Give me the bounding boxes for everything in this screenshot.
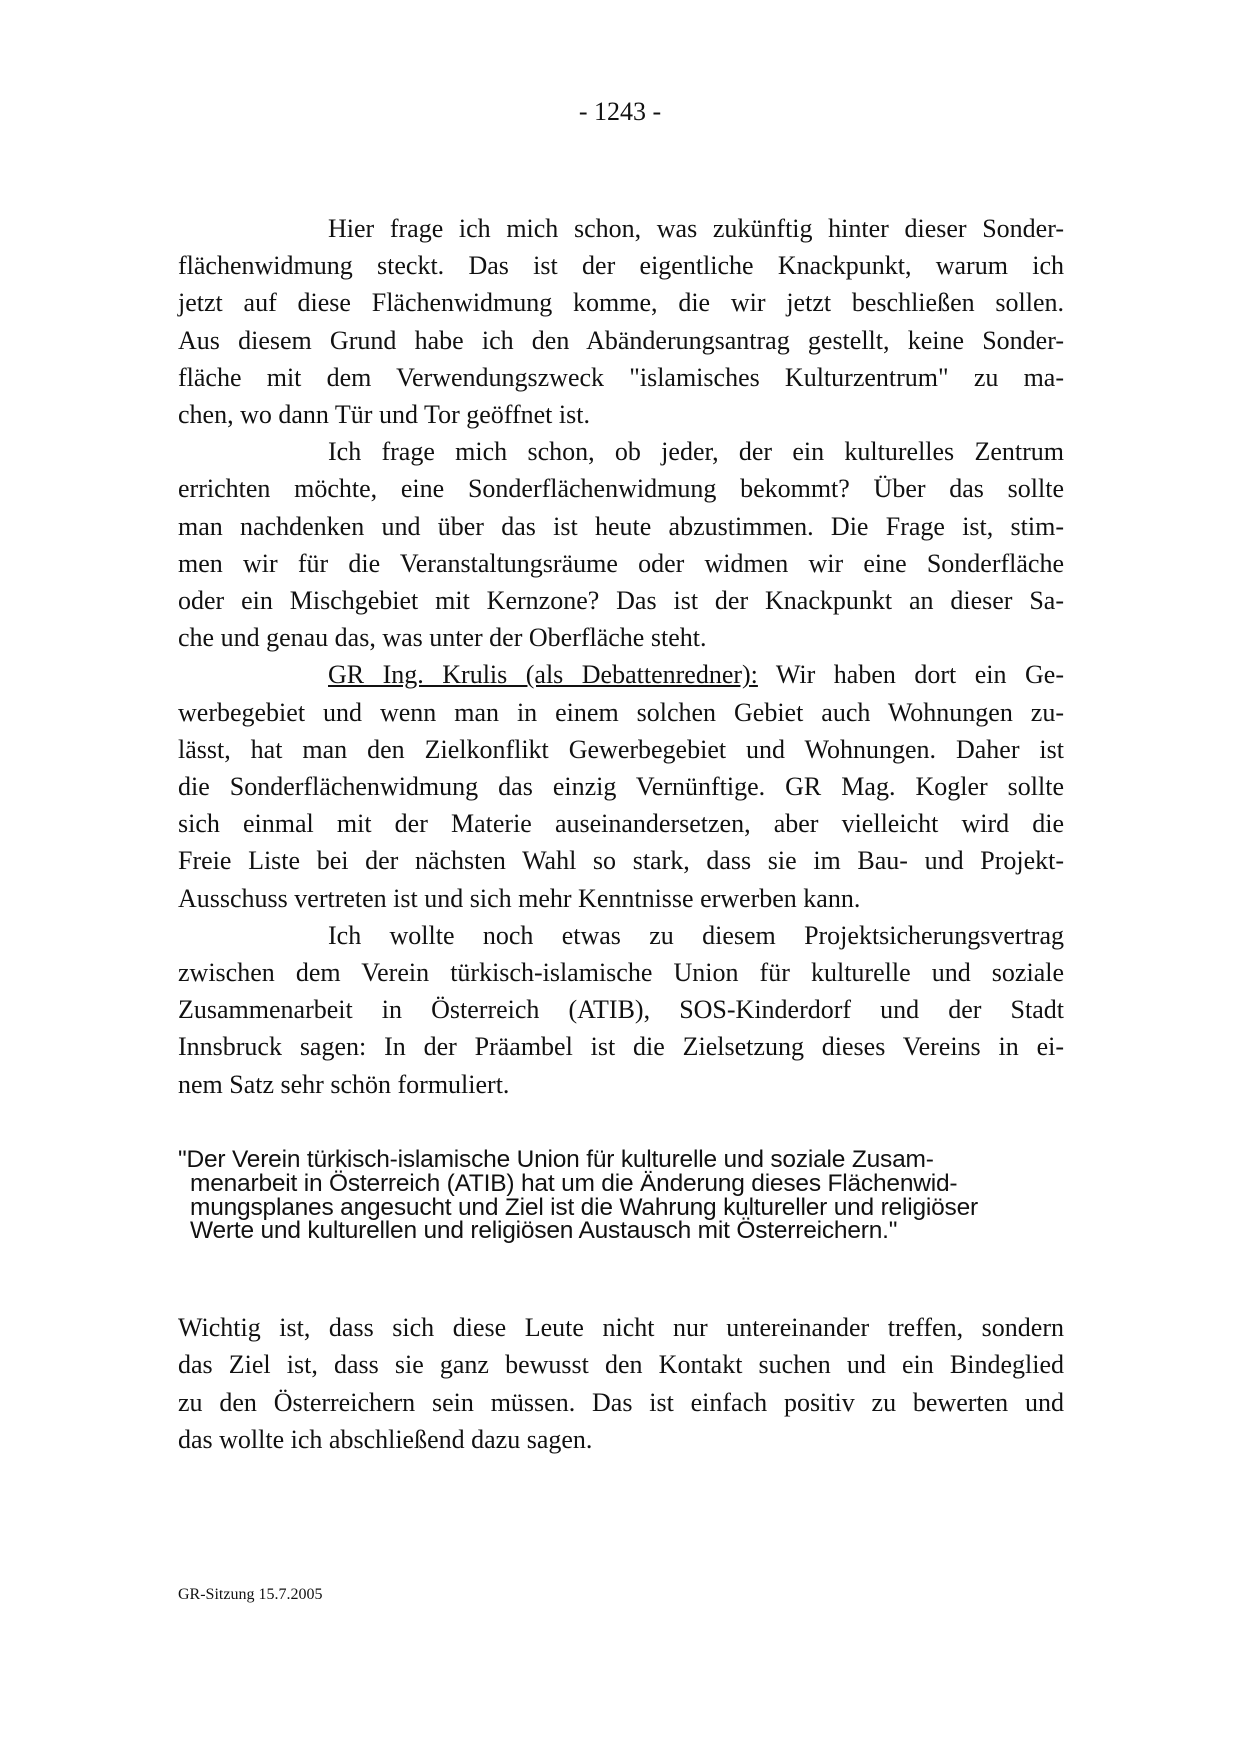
quote-line: mungsplanes angesucht und Ziel ist die Wahrung kultureller und religiöser bbox=[190, 1193, 978, 1221]
text-line: sich einmal mit der Materie auseinandersetzen, aber vielleicht wird die bbox=[178, 809, 1064, 839]
paragraph bbox=[178, 917, 1064, 1103]
text-line: werbegebiet und wenn man in einem solchen Gebiet auch Wohnungen zu- bbox=[178, 697, 1064, 727]
page-number: - 1243 - bbox=[578, 97, 662, 126]
closing-paragraph bbox=[178, 1309, 1064, 1459]
text-line: Aus diesem Grund habe ich den Abänderungsantrag gestellt, keine Sonder- bbox=[178, 325, 1064, 355]
speaker-name: GR Ing. Krulis (als Debattenredner): bbox=[328, 660, 758, 690]
text-line: Freie Liste bei der nächsten Wahl so stark, dass sie im Bau- und Projekt- bbox=[178, 846, 1064, 876]
text-line: fläche mit dem Verwendungszweck "islamisches Kulturzentrum" zu ma- bbox=[178, 362, 1064, 392]
text-line: men wir für die Veranstaltungsräume oder widmen wir eine Sonderfläche bbox=[178, 548, 1064, 578]
block-quote bbox=[178, 1148, 1078, 1243]
text-line: lässt, hat man den Zielkonflikt Gewerbegebiet und Wohnungen. Daher ist bbox=[178, 734, 1064, 764]
text-line: Ich wollte noch etwas zu diesem Projektsicherungsvertrag bbox=[328, 920, 1064, 950]
text-line: flächenwidmung steckt. Das ist der eigentliche Knackpunkt, warum ich bbox=[178, 251, 1064, 281]
text-line: Zusammenarbeit in Österreich (ATIB), SOS-Kinderdorf und der Stadt bbox=[178, 995, 1064, 1025]
text-line: Hier frage ich mich schon, was zukünftig hinter dieser Sonder- bbox=[328, 214, 1064, 243]
text-line: che und genau das, was unter der Oberfläche steht. bbox=[178, 623, 707, 653]
text-line: oder ein Mischgebiet mit Kernzone? Das ist der Knackpunkt an dieser Sa- bbox=[178, 586, 1064, 616]
text-line: Ich frage mich schon, ob jeder, der ein kulturelles Zentrum bbox=[328, 437, 1064, 467]
text-line bbox=[178, 656, 1064, 693]
speaker-paragraph bbox=[178, 656, 1064, 916]
main-text bbox=[178, 210, 1064, 1103]
text-line: Innsbruck sagen: In der Präambel ist die Zielsetzung dieses Vereins in ei- bbox=[178, 1032, 1064, 1062]
text-line: man nachdenken und über das ist heute abzustimmen. Die Frage ist, stim- bbox=[178, 511, 1064, 541]
paragraph bbox=[178, 210, 1064, 433]
text-line: errichten möchte, eine Sonderflächenwidmung bekommt? Über das sollte bbox=[178, 474, 1064, 504]
text-line: das wollte ich abschließend dazu sagen. bbox=[178, 1425, 593, 1455]
text-line: Ausschuss vertreten ist und sich mehr Kenntnisse erwerben kann. bbox=[178, 883, 861, 913]
quote-line: "Der Verein türkisch-islamische Union für kulturelle und soziale Zusam- bbox=[178, 1146, 934, 1173]
quote-line: Werte und kulturellen und religiösen Austausch mit Österreichern." bbox=[190, 1217, 898, 1245]
text-line: jetzt auf diese Flächenwidmung komme, die wir jetzt beschließen sollen. bbox=[178, 288, 1064, 318]
speaker-line-rest: Wir haben dort ein Ge- bbox=[757, 660, 1064, 690]
footer-session-label: GR-Sitzung 15.7.2005 bbox=[178, 1586, 323, 1603]
text-line: zwischen dem Verein türkisch-islamische Union für kulturelle und soziale bbox=[178, 958, 1064, 988]
quote-line: menarbeit in Österreich (ATIB) hat um die Änderung dieses Flächenwid- bbox=[190, 1169, 958, 1197]
text-line: zu den Österreichern sein müssen. Das ist einfach positiv zu bewerten und bbox=[178, 1387, 1064, 1417]
text-line: chen, wo dann Tür und Tor geöffnet ist. bbox=[178, 400, 590, 430]
text-line: Wichtig ist, dass sich diese Leute nicht nur untereinander treffen, sondern bbox=[178, 1313, 1064, 1342]
text-line: das Ziel ist, dass sie ganz bewusst den Kontakt suchen und ein Bindeglied bbox=[178, 1350, 1064, 1380]
paragraph bbox=[178, 433, 1064, 656]
text-line: nem Satz sehr schön formuliert. bbox=[178, 1069, 510, 1099]
text-line: die Sonderflächenwidmung das einzig Vernünftige. GR Mag. Kogler sollte bbox=[178, 772, 1064, 802]
